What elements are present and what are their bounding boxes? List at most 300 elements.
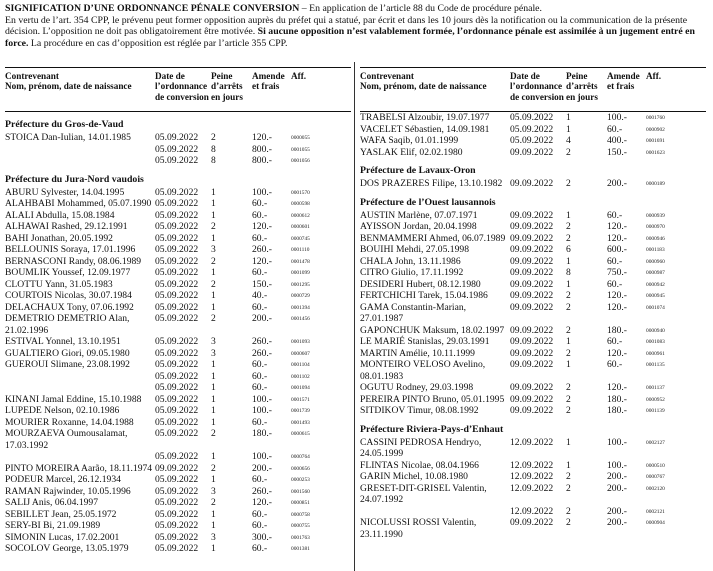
arrest-days: 3 [211,336,216,347]
notice-emphasis: Si aucune opposition n’est valablement formée, l’ordonnance pénale est assimilée à un jugement entré en force. [5,26,695,49]
fine-amount: 120.- [252,221,272,232]
offender-name: GRESET-DIT-GRISEL Valentin, 24.07.1992 [360,482,487,505]
fine-amount: 120.- [607,382,627,393]
arrest-days: 1 [211,359,216,370]
conversion-date: 05.09.2022 [155,221,199,232]
fine-amount: 40.- [252,290,268,301]
case-number: 0001135 [646,362,665,368]
table-row [5,144,351,156]
table-row [5,486,351,498]
conversion-date: 05.09.2022 [155,382,199,393]
arrest-days: 2 [211,278,216,290]
conversion-date: 09.09.2022 [510,146,554,158]
arrest-days: 2 [211,428,216,439]
case-number: 0001381 [291,546,310,552]
conversion-date: 09.09.2022 [510,278,554,290]
arrest-days: 2 [211,255,216,267]
table-row [360,359,706,382]
arrest-days: 2 [566,324,571,336]
fine-amount: 260.- [252,244,272,255]
table-row [360,256,706,268]
conversion-date: 09.09.2022 [510,244,554,255]
arrest-days: 1 [211,451,216,462]
offender-name: AYISSON Jordan, 20.04.1998 [360,221,477,232]
table-row [360,437,706,460]
header-peine: Peine d’arrêts en jours [211,71,243,102]
arrest-days: 2 [566,471,571,482]
header-amende: Amende et frais [607,71,640,92]
conversion-date: 05.09.2022 [155,428,199,439]
table-row [360,178,706,190]
fine-amount: 60.- [252,209,268,221]
header-amende: Amende et frais [252,71,285,92]
table-row [360,302,706,325]
offender-name: MOURIER Roxanne, 14.04.1988 [5,416,134,428]
arrest-days: 3 [211,485,216,497]
conversion-date: 12.09.2022 [510,471,554,482]
conversion-date: 09.09.2022 [510,336,554,347]
case-number: 0001102 [291,373,310,380]
header-name: Contrevenant Nom, prénom, date de naissance [360,71,487,92]
table-row [360,460,706,472]
case-number: 0000970 [646,224,665,230]
arrest-days: 2 [211,313,216,324]
case-number: 0001137 [646,385,665,391]
conversion-date: 05.09.2022 [155,336,199,347]
table-row [360,135,706,147]
case-number: 0000729 [291,293,310,299]
conversion-date: 05.09.2022 [155,313,199,324]
case-number: 0000767 [646,474,665,480]
case-number: 0001110 [291,247,310,253]
case-number: 0001055 [291,146,310,153]
section-title: Préfecture de l’Ouest lausannois [360,196,496,208]
arrest-days: 2 [211,132,216,143]
case-number: 0002121 [646,508,665,515]
table-row [360,382,706,394]
conversion-date: 05.09.2022 [155,543,199,554]
case-number: 0000987 [646,270,665,276]
offender-name: CHALA John, 13.11.1986 [360,255,461,267]
table-row [5,256,351,268]
offender-name: BOUMLIK Youssef, 12.09.1977 [5,267,131,278]
fine-amount: 200.- [607,505,627,517]
fine-amount: 60.- [607,336,623,347]
table-row [360,244,706,256]
fine-amount: 120.- [607,301,627,313]
arrest-days: 2 [566,301,571,313]
arrest-days: 2 [211,462,216,474]
offender-name: KINANI Jamal Eddine, 15.10.1988 [5,393,142,405]
conversion-date: 05.09.2022 [155,531,199,543]
table-row [360,210,706,222]
offender-name: SALIJ Anis, 06.04.1997 [5,497,99,508]
offender-name: ALHAWAI Rashed, 29.12.1991 [5,221,128,232]
right-column [360,67,706,540]
table-row [5,428,351,451]
table-row [5,302,351,314]
arrest-days: 1 [566,359,571,370]
offender-name: MOURZAEVA Oumousalamat, 17.03.1992 [5,428,128,451]
case-number: 0001074 [646,304,665,311]
arrest-days: 1 [211,416,216,428]
table-row [5,267,351,279]
conversion-date: 05.09.2022 [155,393,199,405]
header-aff: Aff. [646,71,662,81]
case-number: 0001763 [291,534,310,541]
case-number: 0001056 [291,158,310,164]
case-number: 0002127 [646,439,665,446]
offender-name: BENMAMMERI Ahmed, 06.07.1989 [360,232,506,244]
offender-name: SITDIKOV Timur, 08.08.1992 [360,405,479,416]
table-row [5,394,351,406]
fine-amount: 260.- [252,485,272,497]
conversion-date: 05.09.2022 [155,347,199,359]
table-row [360,221,706,233]
fine-amount: 120.- [252,132,272,143]
table-row [360,471,706,483]
offender-name: PEREIRA PINTO Bruno, 05.01.1995 [360,393,505,405]
header-name: Contrevenant Nom, prénom, date de naissance [5,71,132,92]
conversion-date: 05.09.2022 [155,198,199,209]
conversion-date: 05.09.2022 [510,123,554,135]
table-row [360,517,706,540]
table-row [5,155,351,167]
fine-amount: 100.- [252,451,272,462]
arrest-days: 8 [566,267,571,278]
fine-amount: 200.- [607,482,627,494]
fine-amount: 60.- [252,301,268,313]
offender-name: ABURU Sylvester, 14.04.1995 [5,186,125,198]
section-title: Préfecture de Lavaux-Oron [360,165,476,176]
column-divider [354,62,355,571]
table-row [5,244,351,256]
table-row [5,474,351,486]
case-number: 0001478 [291,258,310,265]
fine-amount: 60.- [252,198,268,209]
offender-name: ALAHBABI Mohammed, 05.07.1990 [5,198,152,209]
offender-name: DOS PRAZERES Filipe, 13.10.1982 [360,178,503,189]
case-number: 0001623 [646,149,665,156]
table-row [5,233,351,245]
arrest-days: 2 [566,517,571,528]
case-number: 0000598 [291,201,310,207]
case-number: 0001571 [291,396,310,403]
table-row [5,290,351,302]
fine-amount: 100.- [607,436,627,448]
fine-amount: 200.- [607,471,627,482]
conversion-date: 09.09.2022 [510,209,554,221]
table-row [5,509,351,521]
arrest-days: 6 [566,244,571,255]
offender-name: GAMA Constantin-Marian, 27.01.1987 [360,301,467,324]
offender-name: STOICA Dan-Iulian, 14.01.1985 [5,132,131,143]
table-row [5,359,351,371]
table-row [5,198,351,210]
conversion-date: 05.09.2022 [155,209,199,221]
arrest-days: 8 [211,143,216,155]
case-number: 0001104 [291,362,310,368]
case-number: 0000851 [291,500,310,506]
fine-amount: 60.- [252,520,268,531]
conversion-date: 09.09.2022 [510,347,554,359]
case-number: 0000745 [291,235,310,242]
table-row [5,405,351,417]
table-row [5,497,351,509]
case-number: 0000961 [646,350,665,357]
conversion-date: 05.09.2022 [155,520,199,531]
arrest-days: 1 [566,436,571,448]
fine-amount: 120.- [607,232,627,244]
fine-amount: 100.- [252,393,272,405]
case-number: 0001456 [291,316,310,322]
case-number: 0001760 [646,115,665,121]
section-title: Préfecture Riviera-Pays-d’Enhaut [360,423,504,435]
header-aff: Aff. [291,71,307,81]
conversion-date: 05.09.2022 [155,370,199,382]
arrest-days: 2 [566,382,571,393]
offender-name: SERY-BI Bi, 21.09.1989 [5,520,101,531]
case-number: 0001139 [646,408,665,414]
conversion-date: 09.09.2022 [155,462,199,474]
offender-name: SEBILLET Jean, 25.05.1972 [5,508,117,520]
offender-name: PODEUR Marcel, 26.12.1934 [5,474,121,485]
fine-amount: 60.- [252,508,268,520]
arrest-days: 1 [211,474,216,485]
offender-name: DELACHAUX Tony, 07.06.1992 [5,301,134,313]
arrest-days: 1 [211,186,216,198]
fine-amount: 60.- [607,359,623,370]
table-row [5,210,351,222]
fine-amount: 180.- [607,405,627,416]
right-table-body [360,112,706,540]
case-number: 0001295 [291,281,310,288]
arrest-days: 4 [566,135,571,146]
offender-name: BELLOUNIS Soraya, 17.01.1996 [5,244,136,255]
case-number: 0000510 [646,462,665,469]
conversion-date: 09.09.2022 [510,290,554,301]
fine-amount: 120.- [252,497,272,508]
offender-name: DESIDERI Hubert, 08.12.1980 [360,278,481,290]
arrest-days: 1 [211,543,216,554]
arrest-days: 2 [566,178,571,189]
arrest-days: 1 [211,382,216,393]
fine-amount: 60.- [252,267,268,278]
conversion-date: 05.09.2022 [155,186,199,198]
arrest-days: 1 [211,267,216,278]
arrest-days: 1 [566,459,571,471]
offender-name: FLINTAS Nicolae, 08.04.1966 [360,459,479,471]
section-title: Préfecture du Jura-Nord vaudois [5,173,144,185]
case-number: 0001099 [291,270,310,276]
case-number: 0001739 [291,408,310,414]
offender-name: MONTEIRO VELOSO Avelino, 08.01.1983 [360,359,486,382]
case-number: 0000764 [291,454,310,460]
offender-name: BOUIHI Mehdi, 27.05.1998 [360,244,469,255]
table-row [360,279,706,291]
offender-name: AUSTIN Marlène, 07.07.1971 [360,209,478,221]
conversion-date: 05.09.2022 [155,508,199,520]
table-row [360,325,706,337]
arrest-days: 1 [211,198,216,209]
offender-name: LUPEDE Nelson, 02.10.1986 [5,405,120,416]
case-number: 0001570 [291,189,310,196]
arrest-days: 1 [211,209,216,221]
conversion-date: 05.09.2022 [155,301,199,313]
fine-amount: 60.- [252,359,268,370]
arrest-days: 3 [211,347,216,359]
case-number: 0001394 [291,304,310,311]
arrest-days: 3 [211,531,216,543]
case-number: 0000253 [291,477,310,483]
arrest-days: 1 [211,232,216,244]
case-number: 0000758 [291,511,310,518]
fine-amount: 180.- [607,393,627,405]
fine-amount: 60.- [252,232,268,244]
case-number: 0001093 [291,339,310,345]
offender-name: CASSINI PEDROSA Hendryo, 24.05.1999 [360,436,482,459]
case-number: 0000946 [646,235,665,242]
case-number: 0000902 [646,126,665,133]
offender-name: BAHI Jonathan, 20.05.1992 [5,232,113,244]
notice-paragraph-end: La procédure en cas d’opposition est réglée par l’article 355 CPP. [28,37,288,49]
fine-amount: 120.- [607,290,627,301]
left-column [5,67,351,555]
table-row [5,520,351,532]
conversion-date: 05.09.2022 [155,290,199,301]
conversion-date: 12.09.2022 [510,436,554,448]
conversion-date: 05.09.2022 [155,497,199,508]
arrest-days: 1 [566,123,571,135]
conversion-date: 05.09.2022 [155,244,199,255]
offender-name: TRABELSI Alzoubir, 19.07.1977 [360,112,490,123]
table-row [5,348,351,360]
offender-name: DEMETRIO DEMETRIO Alan, 21.02.1996 [5,313,130,336]
fine-amount: 800.- [252,143,272,155]
arrest-days: 2 [566,290,571,301]
table-row [360,124,706,136]
fine-amount: 150.- [252,278,272,290]
fine-amount: 300.- [252,531,272,543]
conversion-date: 05.09.2022 [155,474,199,485]
case-number: 0000612 [291,212,310,219]
table-header [5,67,351,112]
header-date: Date de l’ordonnance de conversion [155,71,209,102]
fine-amount: 60.- [607,255,623,267]
table-row [5,187,351,199]
intro [5,3,705,49]
fine-amount: 200.- [252,462,272,474]
arrest-days: 2 [566,482,571,494]
table-row [5,382,351,394]
case-number: 0001094 [291,385,310,391]
offender-name: GUEROUI Slimane, 23.08.1992 [5,359,130,370]
table-row [360,483,706,506]
case-number: 0001083 [646,339,665,345]
table-row [360,147,706,159]
conversion-date: 09.09.2022 [510,301,554,313]
case-number: 0000607 [291,350,310,357]
offender-name: NICOLUSSI ROSSI Valentin, 23.11.1990 [360,517,477,540]
fine-amount: 750.- [607,267,627,278]
fine-amount: 260.- [252,336,272,347]
fine-amount: 100.- [252,405,272,416]
table-row [360,112,706,124]
arrest-days: 2 [566,146,571,158]
table-row [5,336,351,348]
offender-name: CLOTTU Yann, 31.05.1983 [5,278,113,290]
offender-name: COURTOIS Nicolas, 30.07.1984 [5,290,132,301]
conversion-date: 12.09.2022 [510,459,554,471]
conversion-date: 09.09.2022 [510,359,554,370]
offender-name: CITRO Giulio, 17.11.1992 [360,267,464,278]
arrest-days: 1 [211,393,216,405]
offender-name: SIMONIN Lucas, 17.02.2001 [5,531,120,543]
arrest-days: 2 [566,347,571,359]
arrest-days: 1 [566,255,571,267]
conversion-date: 12.09.2022 [510,482,554,494]
fine-amount: 260.- [252,347,272,359]
case-number: 0001560 [291,488,310,495]
table-row [360,506,706,518]
arrest-days: 2 [566,393,571,405]
fine-amount: 60.- [252,382,268,393]
fine-amount: 120.- [607,221,627,232]
conversion-date: 09.09.2022 [510,267,554,278]
fine-amount: 400.- [607,135,627,146]
fine-amount: 180.- [607,324,627,336]
offender-name: GARIN Michel, 10.08.1980 [360,471,468,482]
section-title: Préfecture du Gros-de-Vaud [5,119,124,130]
offender-name: VACELET Sébastien, 14.09.1981 [360,123,490,135]
table-row [360,233,706,245]
offender-name: MARTIN Amélie, 10.11.1999 [360,347,475,359]
table-row [360,394,706,406]
notice-lead: – En application de l’article 88 du Code de procédure pénale. [299,3,542,14]
case-number: 0000601 [291,224,310,230]
conversion-date: 05.09.2022 [155,278,199,290]
table-header [360,67,706,112]
arrest-days: 1 [566,336,571,347]
case-number: 0000942 [646,281,665,288]
arrest-days: 2 [566,505,571,517]
fine-amount: 800.- [252,155,272,166]
offender-name: SOCOLOV George, 13.05.1979 [5,543,129,554]
conversion-date: 05.09.2022 [155,416,199,428]
fine-amount: 60.- [607,209,623,221]
offender-name: GAPONCHUK Maksum, 18.02.1997 [360,324,505,336]
conversion-date: 05.09.2022 [155,132,199,143]
conversion-date: 09.09.2022 [510,393,554,405]
offender-name: WAFA Saqib, 01.01.1999 [360,135,459,146]
offender-name: ESTIVAL Yonnel, 13.10.1951 [5,336,121,347]
arrest-days: 2 [211,221,216,232]
conversion-date: 05.09.2022 [155,255,199,267]
fine-amount: 100.- [607,459,627,471]
offender-name: LE MARIÉ Stanislas, 29.03.1991 [360,336,490,347]
fine-amount: 60.- [607,278,623,290]
conversion-date: 09.09.2022 [510,405,554,416]
case-number: 0000755 [291,523,310,529]
case-number: 0000940 [646,327,665,334]
case-number: 0000656 [291,465,310,472]
fine-amount: 120.- [607,347,627,359]
conversion-date: 09.09.2022 [510,255,554,267]
case-number: 0002120 [646,485,665,492]
fine-amount: 60.- [252,543,268,554]
fine-amount: 200.- [607,178,627,189]
arrest-days: 1 [211,370,216,382]
